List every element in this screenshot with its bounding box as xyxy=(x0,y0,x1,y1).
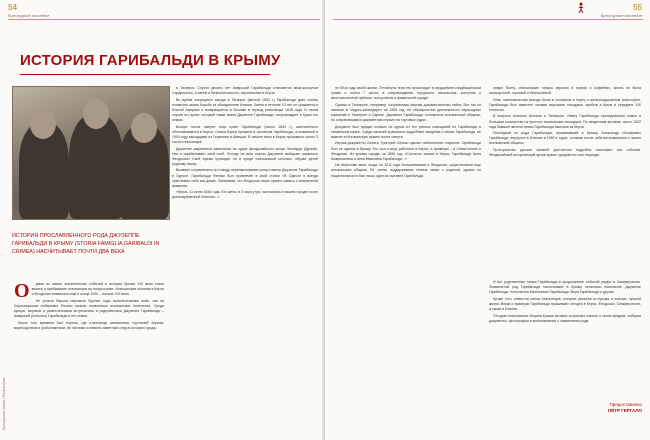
paragraph: не 69-м году своей жизни. Оттиснуты тела его происходит в сердцевине кладбищенском храме и потом 7 числа, в сопровождении городского начальства, консулов и многочисленной публики, похоронены в фамильной ограде. xyxy=(331,86,481,101)
paragraph: Однако в Таганроге, например, сохранилась важная документальная тайна. Вот так он записан в «Адрес-календаре» за 1825 год, её обширностью деятельности пароходных компаний в Таганроге и Одессе. Джузеппе Гарибальди, основатель итальянской общины, по сохранившимся документам служил на торговых судах. xyxy=(331,102,481,123)
paragraph: Керчь того времени был портом, где итальянцы занимались торговлей зерном, мореходством и рыболовством. Их потомки оставили заметный след в истории города. xyxy=(14,320,164,330)
paragraph: Вскоре после смерти отца кузен Гарибальди (около 1840 г.) окончательно обосновывается в Керчи. Семья Бауер прожила в основном Гарибальди, основанный в 1904 году выходцами из Германии и Швеции. В начале века в Керчи проживало около 3 тысяч итальянцев. xyxy=(172,124,318,144)
page-number-left: 54 xyxy=(8,3,17,12)
person-left-head xyxy=(30,109,56,139)
top-rule-right xyxy=(333,19,643,20)
drop-cap: О xyxy=(14,282,30,302)
paragraph: Изучая документы Сената, Григорий Сенько сделал любопытное открытие: Гарибальди был не одинок в Крыму. Его сын и внук работали в Керчи, а правнуки – в Севастополе и Феодосии. Из архива города, за 1896 год: «Согласно записи в Керчи, Гарибальди Анна Амвросиевна и Анна Ивановна Гарибальди...» xyxy=(331,141,481,161)
paragraph: Джузеппе закрепился капитаном на судне феодосийского купца Леонардо Дурante, тем и зарабатывает свой хлеб. Потому на всех портах Джузеппе выбирает маминого Феодосию! Своё время проводит он и среди итальянской колонии, обучая детей родному языку. xyxy=(172,146,318,166)
running-head-left: Культурное наследие xyxy=(8,13,50,18)
paragraph: Документ был предан огласке на одном из тех ученых совещаний по Гарибальди в тюменском музее. Среди записей хранились подробные сведения о семье Гарибальди, её вывозе в Итальянскую армию после смерти. xyxy=(331,124,481,139)
text-column-5 xyxy=(489,280,641,398)
paragraph: Итак, экономическая выгода была в основном в порту и железнодорожном транспорте. Гарибальди был известен своими морскими походами, прибыв в Крым в середине XIX столетия. xyxy=(489,97,641,112)
top-rule-left xyxy=(8,19,320,20)
paragraph: в Таганрог. Спустя десять лет Амвросий Гарибальди становится вице-консулом Сардинского, а затем и Неаполитанского, королевства в Керчи. xyxy=(172,86,318,96)
author-signature xyxy=(562,402,642,414)
text-column-3 xyxy=(331,86,481,432)
signature-name: ПЁТР ГЕРГАЛО xyxy=(607,408,642,413)
paragraph: Не успела Европа пережить бурные годы наполеоновских войн, как на Черноморском побережье России начали появляться итальянские поселения. Среди купцов, моряков и ремесленников встречались и родственники Джузеппе Гарибальди – Амвросий (Антонио) Гарибальди и его семья. xyxy=(14,298,164,319)
right-page xyxy=(325,0,650,440)
paragraph: Сегодня итальянская община Крыма активно сохраняет память о своих предках, собирая документы, фотографии и воспоминания о знаменитом роде. xyxy=(489,313,641,323)
paragraph: Во время очередного заезда в Таганрог (весной 1833 г.) Гарибальди дает клятву посвятить жизнь борьбе за объединение Италии. Затем в течение 13 лет он сражается в Южной Америке и возвращается в Италию в период революции 1848 года. В таком случае его кузен, который также звали Джузеппе Гарибальди, сопровождает в Крым его семью. xyxy=(172,97,318,123)
paragraph: В вопросе Алексея Шопина о Таганроге, Ивану Гарибальди принадлежала семья в большом количестве из простых итальянских выходцев. По сведениям архивов, около 1922 года бывшие жители семьи Гарибальди выехали из Керчи. xyxy=(489,114,641,129)
paragraph: новую Пьету, итальянские говоры звучали в портах и кофейнях, жизнь их была насыщенной, торговой и беспокойной. xyxy=(489,86,641,96)
paragraph: На переломе века, когда он 20-й года большевиками в Феодосии, существовала еще итальянская община. Её члены поддерживали тесные связи с родиной, однако по национальности был лишь один из сыновей Гарибальди. xyxy=(331,163,481,178)
side-vertical-text: Культурные связи | Полуостров xyxy=(2,377,6,430)
person-center-silhouette xyxy=(69,115,123,219)
paragraph: Вызвано сохранением по поводу переименования улицы имени Джузеппе Гарибальди в Одессе. Гарибальди Феникс был привлечён в свой статье «В Одессе я всегда чувствовал себя как дома». Вспомним, что Феодосия также хранит память о знаменитой фамилии. xyxy=(172,168,318,188)
walking-figure-icon xyxy=(577,2,585,14)
paragraph: Пространство русских записей достаточно подробно описывает эти события. Феодосийский исторический архив хранит документы того периода. xyxy=(489,148,641,158)
text-column-1 xyxy=(14,282,164,432)
article-title-block xyxy=(20,52,281,76)
text-column-2 xyxy=(172,86,318,432)
running-head-right: Культурное наследие xyxy=(600,13,642,18)
page-number-right: 55 xyxy=(633,3,642,12)
paragraph: И вот родственные линии Гарибальди в продолжение событий уходят в Симферополь. Знаменитый род Гарибальди насчитывает в Крыму несколько поколений: Джузеппе Гарибальди, Константин Евгеньевич Гарибальди, Вера Гарибальди и другие. xyxy=(489,280,641,295)
paragraph: Последний из рода Гарибальди, проживавший в Крыму, Александр Иосифович Гарибальди, вернулся в Италию в 1950-х годах, оставив после себя воспоминания о жизни итальянской общины. xyxy=(489,131,641,146)
text-column-4 xyxy=(489,86,641,276)
photo-caption: ИСТОРИЯ ПРОСЛАВЛЕННОГО РОДА ДЖУЗЕППЕ ГАРИБАЛЬДИ В КРЫМУ (STORIA FAMIGLIA GARIBALDI IN CRIMEA) НАСЧИТЫВАЕТ ПОЧТИ ДВА ВЕКА xyxy=(12,233,160,256)
signature-label: Предоставлено xyxy=(609,402,642,407)
person-right-head xyxy=(131,113,157,143)
paragraph: «Керчь, 11 июня 1846 года. Его жена, в 3 часа утра, скончалась в нашем городе после кратковременной болезни...» xyxy=(172,190,318,200)
historical-photo xyxy=(12,86,170,220)
paragraph: Кроме того, известна линия итальянцев, которые уезжали из Крыма в поисках лучшей жизни. Внуки и правнуки Гарибальди проживают сегодня в Керчи, Феодосии, Симферополе, а также в Италии. xyxy=(489,296,641,311)
person-center-head xyxy=(83,99,109,129)
article-title: ИСТОРИЯ ГАРИБАЛЬДИ В КРЫМУ xyxy=(20,52,281,69)
paragraph: дним из самых значительных событий в истории Крыма XIX века стали визиты и пребывание итальянцев на полуострове. Итальянская колония в Керчи и Феодосии появилась ещё в конце XVIII – начале XIX века. xyxy=(31,282,164,297)
title-underline xyxy=(20,74,270,75)
